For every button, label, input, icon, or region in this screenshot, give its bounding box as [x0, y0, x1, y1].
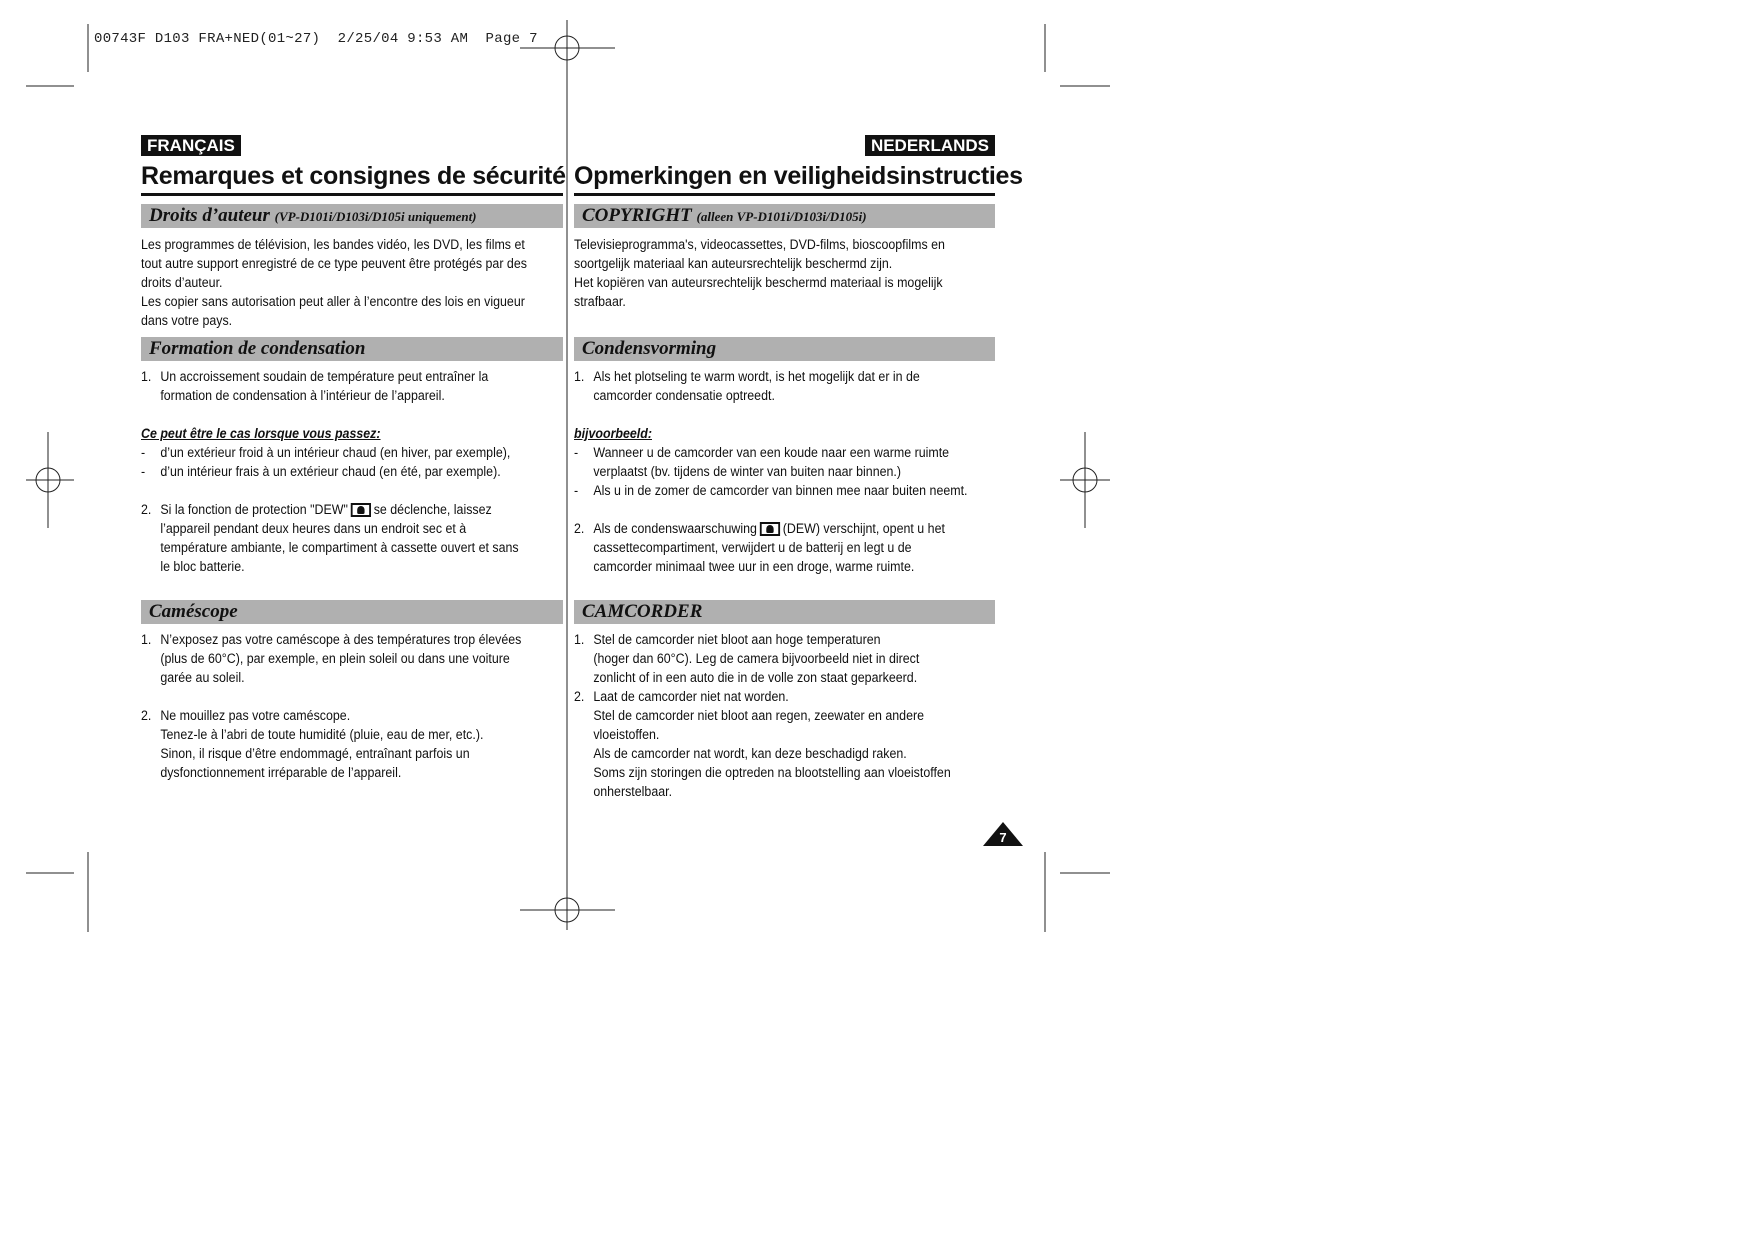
text-line: Stel de camcorder niet bloot aan regen, zeewater en andere	[593, 708, 925, 723]
text-line: verplaatst (bv. tijdens de winter van buiten naar binnen.)	[593, 464, 902, 479]
section-heading-condensation-nl	[574, 337, 995, 361]
list-number: 1.	[574, 369, 585, 384]
text-line: strafbaar.	[574, 294, 626, 309]
list-item	[141, 630, 521, 687]
bullet-item	[574, 443, 968, 481]
list-number: 2.	[574, 689, 585, 704]
example-heading: Ce peut être le cas lorsque vous passez:	[141, 426, 381, 441]
section-heading-title: CAMCORDER	[582, 601, 703, 622]
condensation-text-fr	[141, 367, 519, 576]
section-heading-title: Formation de condensation	[149, 338, 366, 359]
copyright-text-nl	[574, 235, 945, 311]
page-title-fr: Remarques et consignes de sécurité	[141, 162, 566, 190]
title-rule-nl	[574, 193, 995, 196]
text-line: soortgelijk materiaal kan auteursrechtelijk beschermd zijn.	[574, 256, 893, 271]
text-line: Als de camcorder nat wordt, kan deze beschadigd raken.	[593, 746, 907, 761]
page-number: 7	[999, 830, 1007, 845]
camcorder-text-nl	[574, 630, 951, 801]
text-line: Sinon, il risque d’être endommagé, entraînant parfois un	[160, 746, 470, 761]
text-line: (hoger dan 60°C). Leg de camera bijvoorbeeld niet in direct	[593, 651, 920, 666]
text-line: température ambiante, le compartiment à cassette ouvert et sans	[160, 540, 519, 555]
section-heading-title: Condensvorming	[582, 338, 717, 359]
text-line: Soms zijn storingen die optreden na blootstelling aan vloeistoffen	[593, 765, 951, 780]
text-line: camcorder minimaal twee uur in een droge, warme ruimte.	[593, 559, 915, 574]
list-number: 2.	[141, 708, 152, 723]
bullet-item	[574, 481, 968, 500]
list-item	[574, 367, 968, 405]
text-line: Un accroissement soudain de température peut entraîner la	[160, 369, 489, 384]
text-line: l’appareil pendant deux heures dans un endroit sec et à	[160, 521, 467, 536]
text-line: Laat de camcorder niet nat worden.	[593, 689, 789, 704]
print-header: 00743F D103 FRA+NED(01~27) 2/25/04 9:53 AM Page 7	[94, 31, 538, 47]
text-line: le bloc batterie.	[160, 559, 245, 574]
list-number: 2.	[141, 502, 152, 517]
section-heading-title: Droits d’auteur	[149, 205, 270, 226]
text-fragment: (DEW) verschijnt, opent u het	[782, 521, 945, 536]
text-line: garée au soleil.	[160, 670, 245, 685]
list-item	[574, 687, 951, 801]
text-line: dans votre pays.	[141, 313, 233, 328]
list-number: 2.	[574, 521, 585, 536]
dew-warning-icon	[351, 503, 371, 517]
text-line	[141, 500, 519, 519]
list-number: 1.	[574, 632, 585, 647]
list-item	[141, 500, 519, 576]
bullet-mark: -	[141, 464, 146, 479]
text-line: droits d’auteur.	[141, 275, 223, 290]
section-heading-subtitle: (alleen VP-D101i/D103i/D105i)	[696, 209, 867, 224]
text-line: Als u in de zomer de camcorder van binnen mee naar buiten neemt.	[593, 483, 968, 498]
bullet-mark: -	[574, 483, 579, 498]
text-fragment: Si la fonction de protection "DEW"	[160, 502, 348, 517]
text-line: Het kopiëren van auteursrechtelijk beschermd materiaal is mogelijk	[574, 275, 943, 290]
text-line: d’un intérieur frais à un extérieur chaud (en été, par exemple).	[160, 464, 501, 479]
list-item	[574, 630, 951, 687]
text-line: Wanneer u de camcorder van een koude naar een warme ruimte	[593, 445, 950, 460]
text-line: formation de condensation à l’intérieur de l’appareil.	[160, 388, 445, 403]
bullet-item	[141, 443, 519, 462]
text-line: Stel de camcorder niet bloot aan hoge temperaturen	[593, 632, 881, 647]
text-line: Les programmes de télévision, les bandes vidéo, les DVD, les films et	[141, 237, 525, 252]
language-badge-nl: NEDERLANDS	[865, 135, 995, 156]
example-heading: bijvoorbeeld:	[574, 426, 652, 441]
section-heading-title: Caméscope	[149, 601, 238, 622]
text-line: d’un extérieur froid à un intérieur chaud (en hiver, par exemple),	[160, 445, 511, 460]
section-heading-subtitle: (VP-D101i/D103i/D105i uniquement)	[274, 209, 477, 224]
condensation-text-nl	[574, 367, 968, 576]
list-item	[141, 367, 519, 405]
text-line: tout autre support enregistré de ce type peuvent être protégés par des	[141, 256, 527, 271]
text-line: N’exposez pas votre caméscope à des températures trop élevées	[160, 632, 522, 647]
dew-warning-icon	[760, 522, 780, 536]
text-line: Televisieprogramma's, videocassettes, DVD-films, bioscoopfilms en	[574, 237, 945, 252]
bullet-mark: -	[574, 445, 579, 460]
language-badge-fr: FRANÇAIS	[141, 135, 241, 156]
text-line: Ne mouillez pas votre caméscope.	[160, 708, 351, 723]
page-number-marker	[981, 820, 1025, 848]
text-line	[574, 519, 968, 538]
section-heading-copyright-nl	[574, 204, 995, 228]
text-line: zonlicht of in een auto die in de volle zon staat geparkeerd.	[593, 670, 918, 685]
page-title-nl: Opmerkingen en veiligheidsinstructies	[574, 162, 1023, 190]
bullet-mark: -	[141, 445, 146, 460]
text-line: Als het plotseling te warm wordt, is het mogelijk dat er in de	[593, 369, 920, 384]
text-line: cassettecompartiment, verwijdert u de batterij en legt u de	[593, 540, 912, 555]
text-fragment: se déclenche, laissez	[373, 502, 492, 517]
list-item	[574, 519, 968, 576]
text-fragment: Als de condenswaarschuwing	[593, 521, 757, 536]
bullet-item	[141, 462, 519, 481]
section-heading-copyright-fr	[141, 204, 563, 228]
list-number: 1.	[141, 632, 152, 647]
text-line: vloeistoffen.	[593, 727, 660, 742]
list-item	[141, 706, 521, 782]
copyright-text-fr	[141, 235, 527, 330]
text-line: Tenez-le à l’abri de toute humidité (pluie, eau de mer, etc.).	[160, 727, 484, 742]
section-heading-camcorder-fr	[141, 600, 563, 624]
section-heading-title: COPYRIGHT	[582, 205, 692, 226]
text-line: dysfonctionnement irréparable de l’appareil.	[160, 765, 402, 780]
section-heading-condensation-fr	[141, 337, 563, 361]
section-heading-camcorder-nl	[574, 600, 995, 624]
title-rule-fr	[141, 193, 563, 196]
text-line: camcorder condensatie optreedt.	[593, 388, 775, 403]
text-line: Les copier sans autorisation peut aller à l’encontre des lois en vigueur	[141, 294, 525, 309]
text-line: onherstelbaar.	[593, 784, 673, 799]
text-line: (plus de 60°C), par exemple, en plein soleil ou dans une voiture	[160, 651, 510, 666]
camcorder-text-fr	[141, 630, 521, 782]
list-number: 1.	[141, 369, 152, 384]
